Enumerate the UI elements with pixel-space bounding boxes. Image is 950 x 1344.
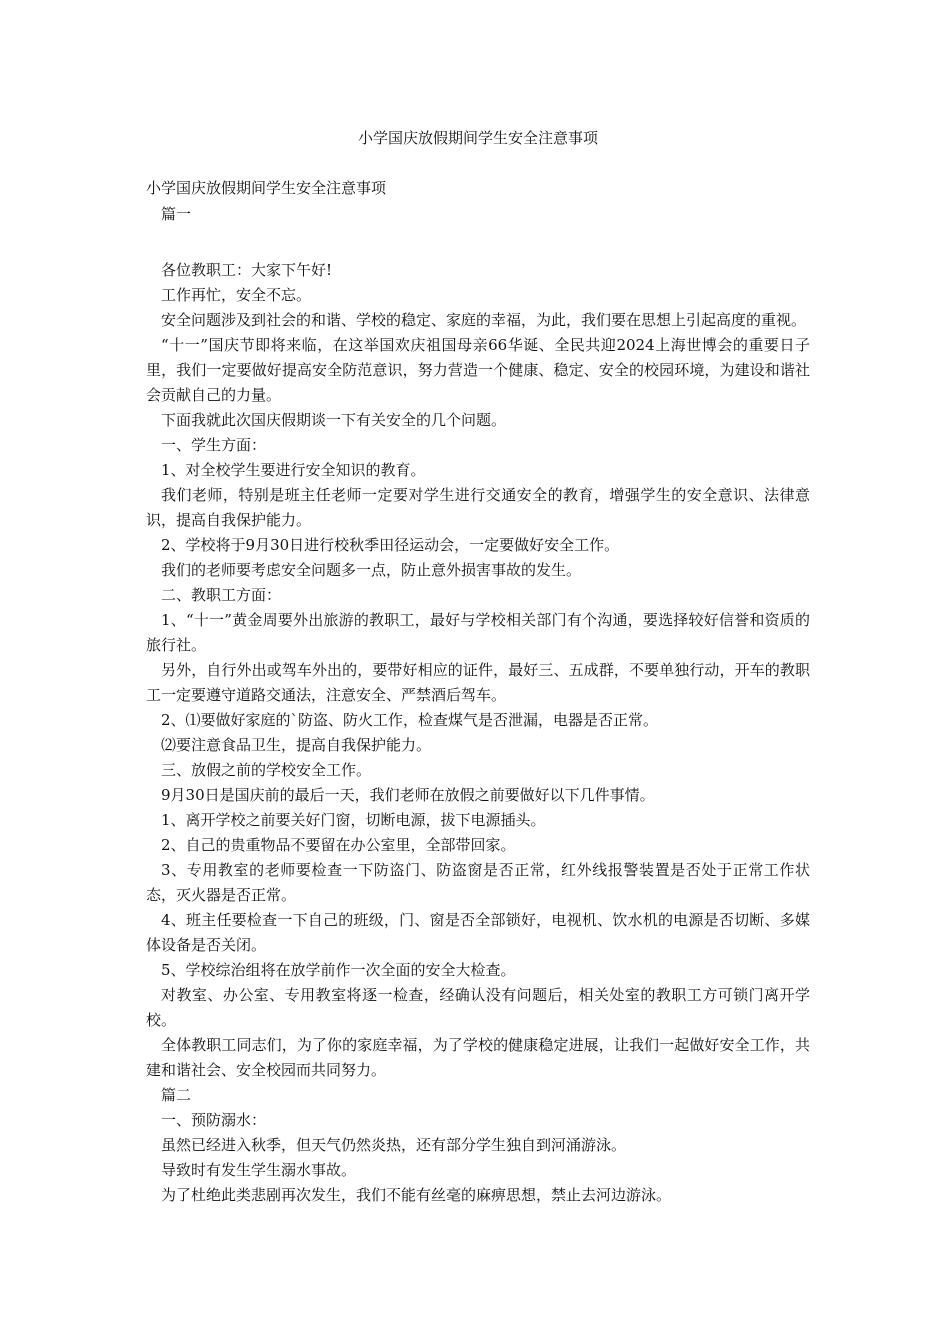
document-subtitle: 小学国庆放假期间学生安全注意事项 bbox=[146, 179, 387, 197]
paragraph: 我们老师，特别是班主任老师一定要对学生进行交通安全的教育，增强学生的安全意识、法律意识，提高自我保护能力。 bbox=[146, 486, 810, 529]
section-label-2: 篇二 bbox=[161, 1086, 192, 1104]
paragraph: “十一”国庆节即将来临，在这举国欢庆祖国母亲66华诞、全民共迎2024上海世博会的重要日子里，我们一定要做好提高安全防范意识，努力营造一个健康、稳定、安全的校园环境，为建设和谐社会贡献自己的力量。 bbox=[146, 336, 810, 404]
document-body bbox=[146, 202, 810, 1208]
paragraph: 我们的老师要考虑安全问题多一点，防止意外损害事故的发生。 bbox=[161, 561, 582, 579]
paragraph: 二、教职工方面： bbox=[161, 586, 282, 604]
section-1-paragraphs bbox=[146, 258, 810, 1083]
paragraph: 另外，自行外出或驾车外出的，要带好相应的证件，最好三、五成群，不要单独行动，开车的教职工一定要遵守道路交通法，注意安全、严禁酒后驾车。 bbox=[146, 661, 810, 704]
paragraph: 5、学校综治组将在放学前作一次全面的安全大检查。 bbox=[161, 961, 516, 979]
paragraph: ⑵要注意食品卫生，提高自我保护能力。 bbox=[161, 736, 432, 754]
paragraph: 一、预防溺水： bbox=[161, 1111, 267, 1129]
paragraph: 一、学生方面： bbox=[161, 436, 267, 454]
paragraph: 对教室、办公室、专用教室将逐一检查，经确认没有问题后，相关处室的教职工方可锁门离开学校。 bbox=[146, 986, 810, 1029]
paragraph: 下面我就此次国庆假期谈一下有关安全的几个问题。 bbox=[161, 411, 507, 429]
paragraph: 2、⑴要做好家庭的`防盗、防火工作，检查煤气是否泄漏，电器是否正常。 bbox=[161, 711, 659, 729]
section-label-1: 篇一 bbox=[161, 205, 192, 223]
paragraph: 1、对全校学生要进行安全知识的教育。 bbox=[161, 461, 426, 479]
paragraph: 安全问题涉及到社会的和谐、学校的稳定、家庭的幸福，为此，我们要在思想上引起高度的重视。 bbox=[161, 311, 807, 329]
paragraph: 2、学校将于9月30日进行校秋季田径运动会，一定要做好安全工作。 bbox=[161, 536, 620, 554]
paragraph: 2、自己的贵重物品不要留在办公室里，全部带回家。 bbox=[161, 836, 516, 854]
paragraph: 4、班主任要检查一下自己的班级，门、窗是否全部锁好，电视机、饮水机的电源是否切断、多媒体设备是否关闭。 bbox=[146, 911, 810, 954]
paragraph: 为了杜绝此类悲剧再次发生，我们不能有丝毫的麻痹思想，禁止去河边游泳。 bbox=[161, 1186, 672, 1204]
paragraph: 三、放假之前的学校安全工作。 bbox=[161, 761, 372, 779]
paragraph: 1、“十一”黄金周要外出旅游的教职工，最好与学校相关部门有个沟通，要选择较好信誉和资质的旅行社。 bbox=[146, 611, 810, 654]
paragraph: 虽然已经进入秋季，但天气仍然炎热，还有部分学生独自到河涌游泳。 bbox=[161, 1136, 627, 1154]
paragraph: 工作再忙，安全不忘。 bbox=[161, 286, 312, 304]
paragraph: 导致时有发生学生溺水事故。 bbox=[161, 1161, 357, 1179]
paragraph: 9月30日是国庆前的最后一天，我们老师在放假之前要做好以下几件事情。 bbox=[161, 786, 655, 804]
paragraph: 各位教职工：大家下午好! bbox=[161, 261, 333, 279]
document-title: 小学国庆放假期间学生安全注意事项 bbox=[357, 129, 598, 147]
blank-line bbox=[146, 227, 810, 258]
paragraph: 3、专用教室的老师要检查一下防盗门、防盗窗是否正常，红外线报警装置是否处于正常工作状态，灭火器是否正常。 bbox=[146, 861, 810, 904]
section-2-paragraphs bbox=[146, 1108, 810, 1208]
paragraph: 全体教职工同志们，为了你的家庭幸福，为了学校的健康稳定进展，让我们一起做好安全工作，共建和谐社会、安全校园而共同努力。 bbox=[146, 1036, 810, 1079]
paragraph: 1、离开学校之前要关好门窗，切断电源，拔下电源插头。 bbox=[161, 811, 546, 829]
